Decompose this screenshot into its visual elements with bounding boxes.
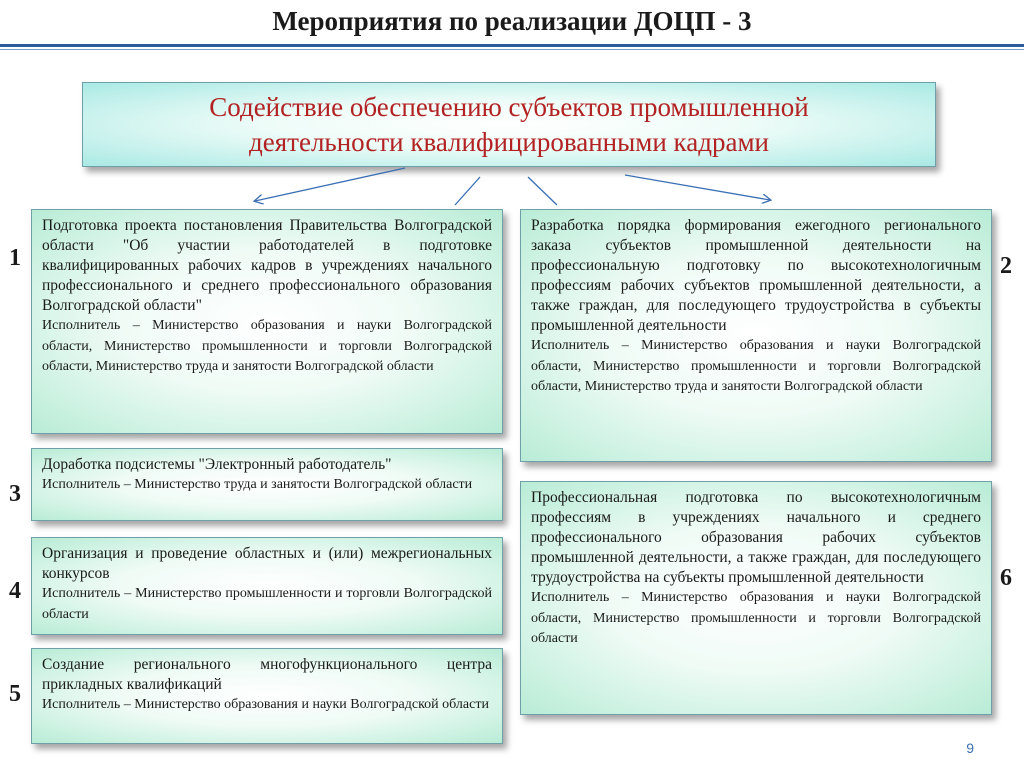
item-executor-2: Исполнитель – Министерство образования и науки Волгоградской области, Министерство промышленности и торговли Волгоградской области, Министерство труда и занятости Волгоградской области bbox=[531, 338, 981, 394]
arrow-connector-right bbox=[528, 177, 557, 205]
item-number-1: 1 bbox=[9, 245, 21, 271]
item-card-2 bbox=[520, 209, 992, 462]
item-card-6 bbox=[520, 481, 992, 715]
item-text-2: Разработка порядка формирования ежегодного регионального заказа субъектов промышленной деятельности на профессиональную подготовку по высокотехнологичным профессиям рабочих субъектов промышленной деятельности, а также граждан, для последующего трудоустройства в субъекты промышленной деятельности bbox=[531, 217, 981, 334]
connector-arrows bbox=[0, 0, 1024, 230]
item-text-5: Создание регионального многофункционального центра прикладных квалификаций bbox=[42, 656, 492, 693]
item-text-3: Доработка подсистемы "Электронный работодатель" bbox=[42, 456, 392, 473]
main-goal-line-1: Содействие обеспечению субъектов промышленной bbox=[209, 91, 809, 122]
item-text-4: Организация и проведение областных и (или) межрегиональных конкурсов bbox=[42, 545, 492, 582]
item-executor-4: Исполнитель – Министерство промышленности и торговли Волгоградской области bbox=[42, 586, 492, 622]
main-goal-line-2: деятельности квалифицированными кадрами bbox=[249, 126, 769, 157]
item-number-5: 5 bbox=[9, 681, 21, 707]
arrow-to-item-2 bbox=[625, 175, 770, 200]
item-text-6: Профессиональная подготовка по высокотехнологичным профессиям в учреждениях начального и среднего профессионального образования рабочих субъектов промышленной деятельности, а также граждан, для последующего трудоустройства на субъекты промышленной деятельности bbox=[531, 489, 981, 586]
arrow-connector-left bbox=[455, 177, 480, 205]
arrow-to-item-1 bbox=[255, 168, 405, 201]
item-number-2: 2 bbox=[1000, 253, 1012, 279]
item-executor-5: Исполнитель – Министерство образования и науки Волгоградской области bbox=[42, 697, 489, 712]
item-number-4: 4 bbox=[9, 578, 21, 604]
item-card-3 bbox=[31, 448, 503, 521]
item-executor-6: Исполнитель – Министерство образования и науки Волгоградской области, Министерство промышленности и торговли Волгоградской области bbox=[531, 590, 981, 646]
page-number: 9 bbox=[966, 740, 974, 756]
item-card-4 bbox=[31, 537, 503, 635]
item-executor-3: Исполнитель – Министерство труда и занятости Волгоградской области bbox=[42, 477, 473, 492]
item-text-1: Подготовка проекта постановления Правительства Волгоградской области "Об участии работодателей в подготовке квалифицированных рабочих кадров в учреждениях начального профессионального и среднего профессионального образования Волгоградской области" bbox=[42, 217, 492, 314]
item-card-1 bbox=[31, 209, 503, 434]
slide-title: Мероприятия по реализации ДОЦП - 3 bbox=[272, 6, 752, 36]
item-number-3: 3 bbox=[9, 481, 21, 507]
item-executor-1: Исполнитель – Министерство образования и науки Волгоградской области, Министерство промышленности и торговли Волгоградской области, Министерство труда и занятости Волгоградской области bbox=[42, 318, 492, 374]
item-number-6: 6 bbox=[1000, 565, 1012, 591]
item-card-5 bbox=[31, 648, 503, 744]
